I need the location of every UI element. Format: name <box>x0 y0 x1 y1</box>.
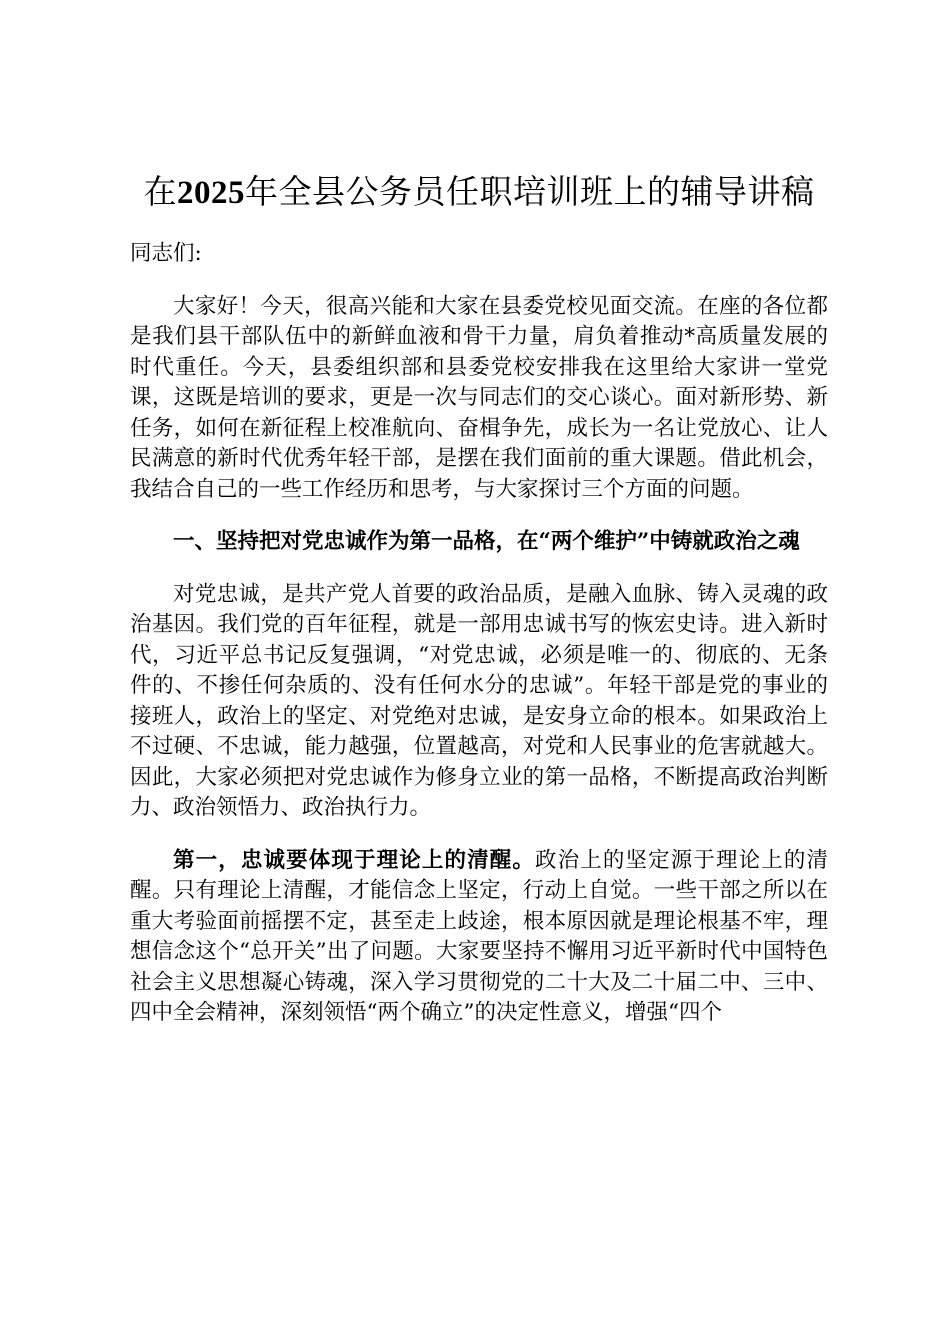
intro-paragraph: 大家好！今天，很高兴能和大家在县委党校见面交流。在座的各位都是我们县干部队伍中的新鲜血液和骨干力量，肩负着推动*高质量发展的时代重任。今天，县委组织部和县委党校安排我在这里给大家讲一堂党课，这既是培训的要求，更是一次与同志们的交心谈心。面对新形势、新任务，如何在新征程上校准航向、奋楫争先，成长为一名让党放心、让人民满意的新时代优秀年轻干部，是摆在我们面前的重大课题。借此机会，我结合自己的一些工作经历和思考，与大家探讨三个方面的问题。 <box>130 293 828 502</box>
section-1-heading: 一、坚持把对党忠诚作为第一品格，在“两个维护”中铸就政治之魂 <box>173 529 800 554</box>
document-title <box>130 168 828 217</box>
point-1-lead: 第一，忠诚要体现于理论上的清醒。 <box>173 847 535 873</box>
title-rest: 年全县公务员任职培训班上的辅导讲稿 <box>245 172 815 211</box>
section-1-paragraph: 对党忠诚，是共产党人首要的政治品质，是融入血脉、铸入灵魂的政治基因。我们党的百年征程，就是一部用忠诚书写的恢宏史诗。进入新时代，习近平总书记反复强调，“对党忠诚，必须是唯一的、彻底的、无条件的、不掺任何杂质的、没有任何水分的忠诚”。年轻干部是党的事业的接班人，政治上的坚定、对党绝对忠诚，是安身立命的根本。如果政治上不过硬、不忠诚，能力越强，位置越高，对党和人民事业的危害就越大。因此，大家必须把对党忠诚作为修身立业的第一品格，不断提高政治判断力、政治领悟力、政治执行力。 <box>130 581 828 820</box>
salutation: 同志们: <box>130 241 202 266</box>
point-1-paragraph <box>130 846 828 1029</box>
point-1-body: 政治上的坚定源于理论上的清醒。只有理论上清醒，才能信念上坚定，行动上自觉。一些干部之所以在重大考验面前摇摆不定，甚至走上歧途，根本原因就是理论根基不牢，理想信念这个“总开关”出了问题。大家要坚持不懈用习近平新时代中国特色社会主义思想凝心铸魂，深入学习贯彻党的二十大及二十届二中、三中、四中全会精神，深刻领悟“两个确立”的决定性意义，增强“四个 <box>130 847 828 1025</box>
title-prefix: 在 <box>143 172 177 211</box>
document-page <box>130 168 828 1029</box>
title-year: 2025 <box>177 175 245 211</box>
